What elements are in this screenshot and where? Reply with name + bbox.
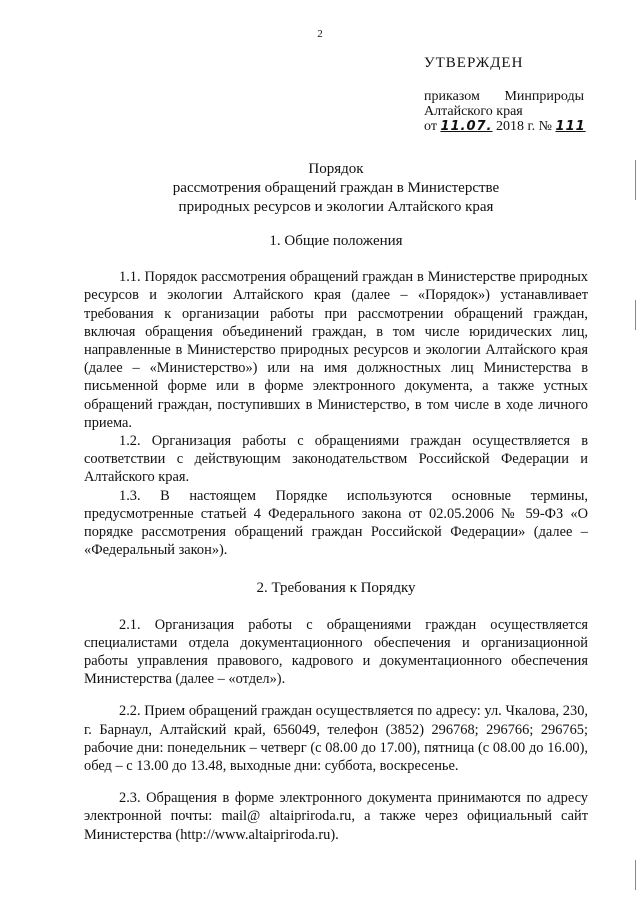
approval-date-prefix: от [424, 119, 437, 134]
approval-line-2: Алтайского края [424, 104, 523, 119]
document-body [84, 232, 588, 844]
document-title-line-2: рассмотрения обращений граждан в Министерстве [172, 180, 500, 196]
approval-block [424, 56, 614, 134]
document-title-line-3: природных ресурсов и экологии Алтайского края [178, 199, 494, 215]
scan-edge-mark [635, 160, 636, 200]
paragraph-1-3: 1.3. В настоящем Порядке используются основные термины, предусмотренные статьей 4 Федерального закона от 02.05.2006 № 59-ФЗ «О порядке рассмотрения обращений граждан Российской Федерации» (далее – «Федеральный закон»). [84, 487, 588, 559]
paragraph-1-1: 1.1. Порядок рассмотрения обращений граждан в Министерстве природных ресурсов и экологии Алтайского края (далее – «Порядок») устанавливает требования к организации работы при рассмотрении обращений граждан, включая обращения объединений граждан, в том числе юридических лиц, направленные в Министерство природных ресурсов и экологии Алтайского края (далее – «Министерство») или на имя должностных лиц Министерства в письменной форме или в форме электронного документа, а также устных обращений граждан, поступивших в Министерство, в том числе в ходе личного приема. [84, 269, 588, 431]
paragraph-2-2: 2.2. Прием обращений граждан осуществляется по адресу: ул. Чкалова, 230, г. Барнаул, Алтайский край, 656049, телефон (3852) 296768; 296766; 296765; рабочие дни: понедельник – четверг (с 08.00 до 17.00), пятница (с 08.00 до 16.00), обед – с 13.00 до 13.48, выходные дни: суббота, воскресенье. [84, 703, 588, 775]
paragraph-1-2: 1.2. Организация работы с обращениями граждан осуществляется в соответствии с действующим законодательством Российской Федерации и Алтайского края. [84, 433, 588, 486]
scan-edge-mark [635, 860, 636, 890]
document-title [84, 160, 588, 217]
approval-line-3 [424, 119, 614, 134]
approval-line-1 [424, 89, 584, 104]
approval-year-number: 2018 г. № [496, 119, 553, 134]
section-2-heading: 2. Требования к Порядку [256, 580, 416, 597]
approval-order-word: приказом [424, 89, 480, 104]
handwritten-number: 111 [555, 119, 586, 134]
scan-edge-mark [635, 300, 636, 330]
approval-ministry-word: Минприроды [504, 89, 584, 104]
section-1-heading: 1. Общие положения [269, 233, 403, 249]
paragraph-2-3: 2.3. Обращения в форме электронного документа принимаются по адресу электронной почты: mail@ altaipriroda.ru, а также через официальный сайт Министерства (http://www.altaipriroda.ru). [84, 790, 588, 843]
handwritten-date: 11.07. [440, 119, 493, 134]
approval-title: УТВЕРЖДЕН [424, 55, 524, 71]
document-title-line-1: Порядок [308, 161, 364, 177]
paragraph-2-1: 2.1. Организация работы с обращениями граждан осуществляется специалистами отдела документационного обеспечения и организационной работы управления правового, кадрового и документационного обеспечения Министерства (далее – «отдел»). [84, 616, 588, 688]
page-number: 2 [317, 28, 323, 40]
